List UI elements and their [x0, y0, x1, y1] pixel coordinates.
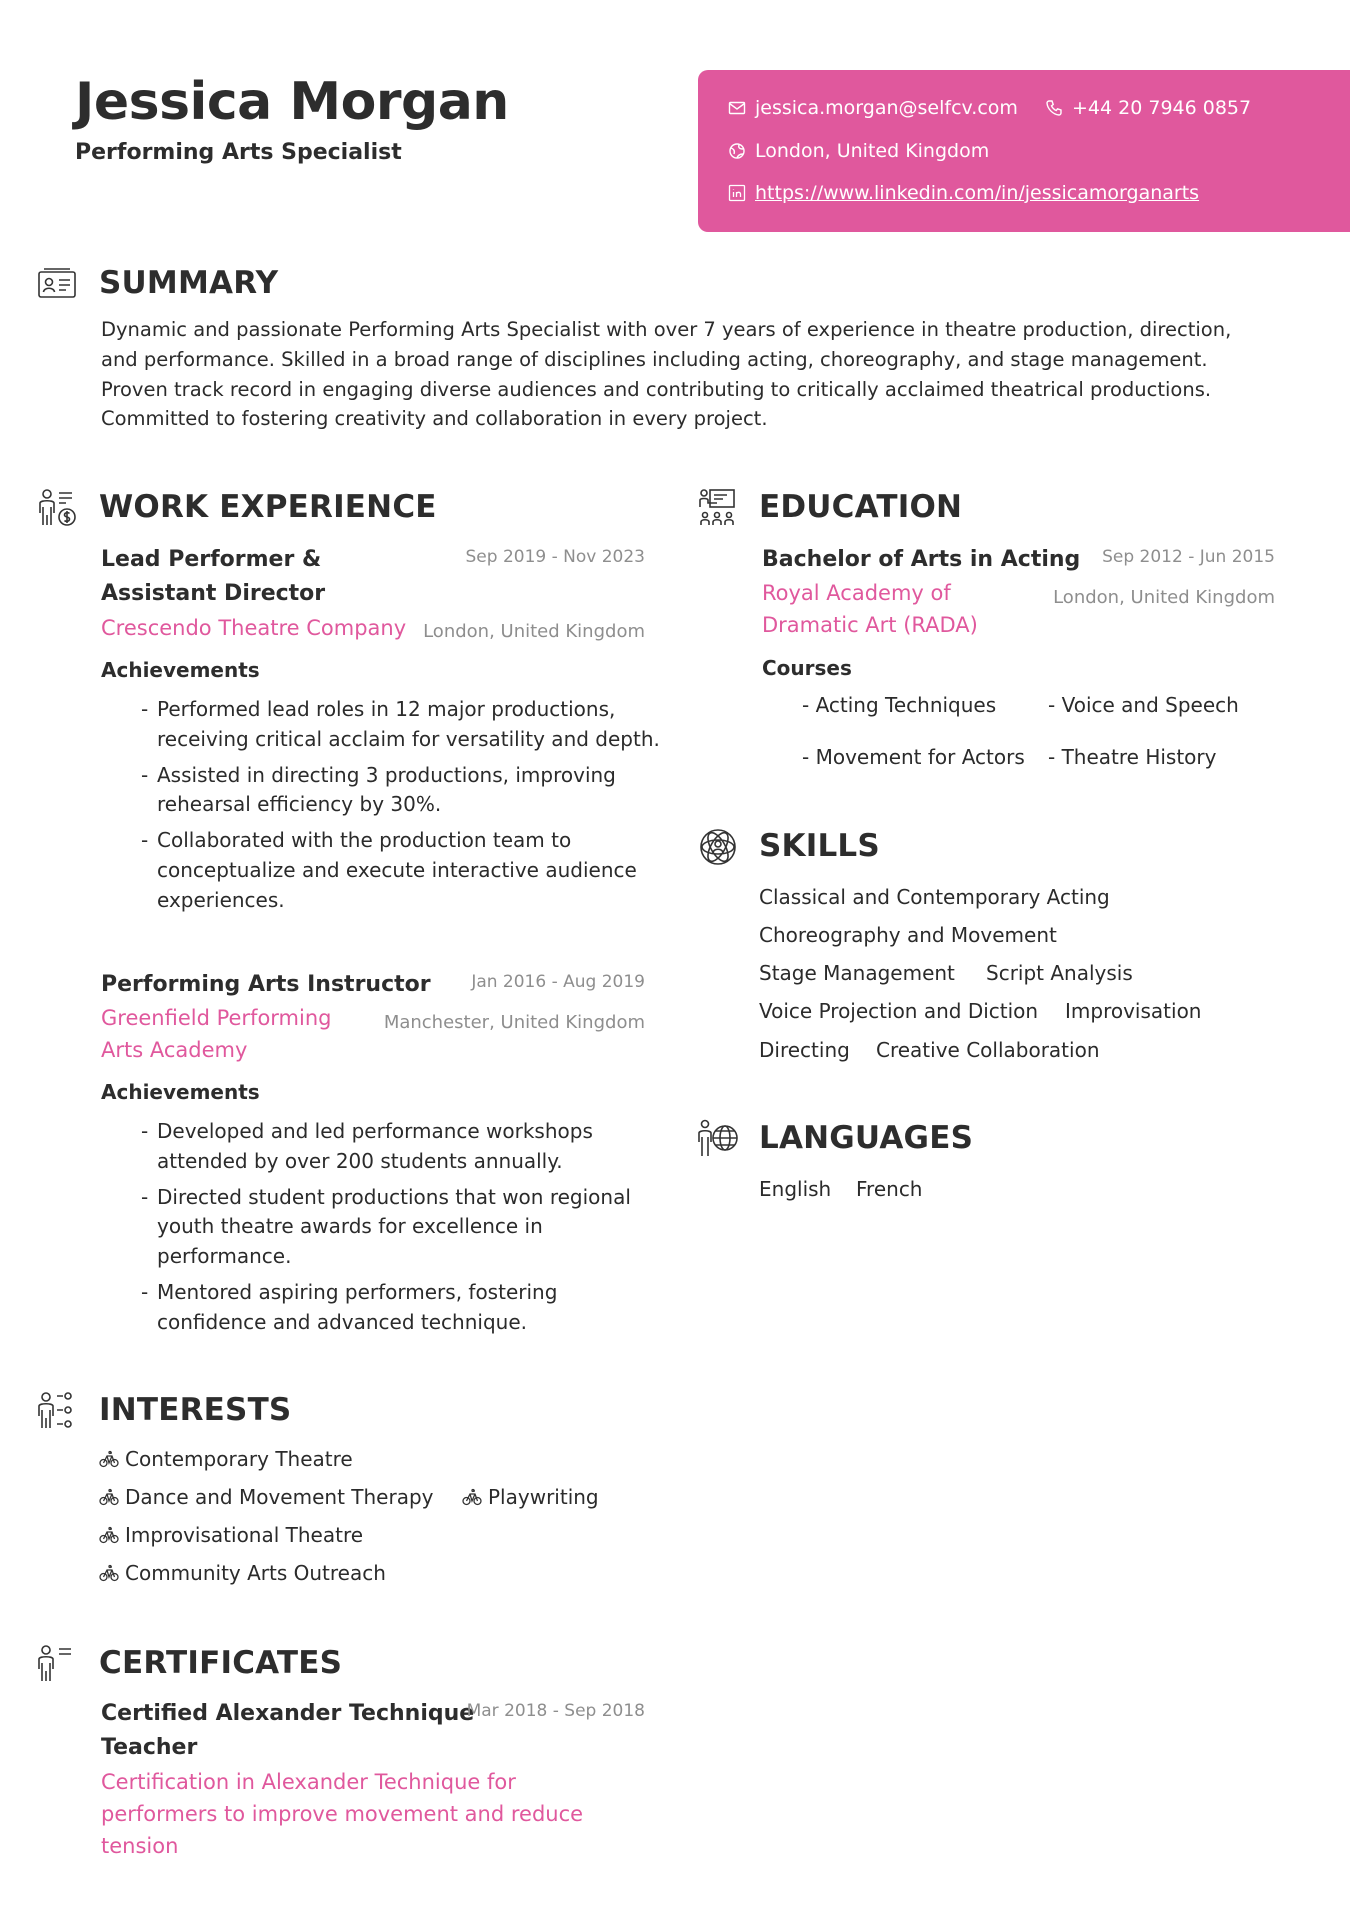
- courses-label: Courses: [762, 656, 852, 680]
- work-person-money-icon: [36, 487, 78, 529]
- contact-email[interactable]: [728, 97, 1018, 119]
- envelope-icon: [728, 99, 746, 117]
- list-item: - Mentored aspiring performers, fostering confidence and advanced technique.: [141, 1278, 661, 1338]
- skill-item: Script Analysis: [986, 961, 1133, 985]
- course-item: - Acting Techniques: [802, 693, 997, 717]
- language-item: English: [759, 1177, 832, 1201]
- job-dates: Sep 2019 - Nov 2023: [465, 547, 645, 567]
- atom-skills-icon: [697, 826, 739, 868]
- school-name: Royal Academy of Dramatic Art (RADA): [762, 581, 978, 637]
- certificate-description: Certification in Alexander Technique for performers to improve movement and reduce tension: [101, 1770, 584, 1858]
- contact-email-text: jessica.morgan@selfcv.com: [755, 97, 1018, 119]
- achievement-list: [141, 695, 661, 922]
- contact-linkedin[interactable]: [728, 182, 1199, 204]
- language-item: French: [856, 1177, 923, 1201]
- id-card-icon: [36, 263, 78, 305]
- contact-location-text: London, United Kingdom: [755, 140, 990, 162]
- school-location: London, United Kingdom: [1053, 587, 1275, 608]
- interest-item: Community Arts Outreach: [99, 1561, 386, 1585]
- bicycle-icon: [99, 1450, 119, 1468]
- person-globe-icon: [697, 1118, 739, 1160]
- job-location: Manchester, United Kingdom: [383, 1012, 645, 1033]
- achievements-label: Achievements: [101, 1080, 260, 1104]
- work-heading: WORK EXPERIENCE: [99, 489, 437, 525]
- achievements-label: Achievements: [101, 658, 260, 682]
- job-company: Greenfield Performing Arts Academy: [101, 1006, 332, 1062]
- job-dates: Jan 2016 - Aug 2019: [471, 972, 645, 992]
- job-company: Crescendo Theatre Company: [101, 616, 407, 640]
- interest-item: Playwriting: [462, 1485, 599, 1509]
- globe-icon: [728, 142, 746, 160]
- job-title: Performing Arts Instructor: [101, 972, 431, 997]
- linkedin-link[interactable]: https://www.linkedin.com/in/jessicamorganarts: [755, 182, 1200, 204]
- course-item: - Theatre History: [1048, 745, 1217, 769]
- candidate-name: Jessica Morgan: [75, 72, 509, 132]
- languages-heading: LANGUAGES: [759, 1120, 974, 1156]
- contact-phone[interactable]: [1045, 97, 1251, 119]
- contact-phone-text: +44 20 7946 0857: [1072, 97, 1252, 119]
- job-location: London, United Kingdom: [423, 621, 645, 642]
- job-title: Lead Performer & Assistant Director: [101, 547, 326, 606]
- certificate-dates: Mar 2018 - Sep 2018: [466, 1701, 645, 1721]
- achievement-list: [141, 1117, 661, 1344]
- bicycle-icon: [99, 1564, 119, 1582]
- skill-item: Directing: [759, 1038, 850, 1062]
- summary-text: Dynamic and passionate Performing Arts Specialist with over 7 years of experience in theatre production, direction, and performance. Skilled in a broad range of disciplines including acting, choreography, and stage management. Proven track record in engaging diverse audiences and contributing to critically acclaimed theatrical productions. Committed to fostering creativity and collaboration in every project.: [101, 318, 1232, 431]
- skill-item: Creative Collaboration: [876, 1038, 1100, 1062]
- person-certificate-icon: [36, 1643, 78, 1685]
- bicycle-icon: [99, 1488, 119, 1506]
- list-item: - Developed and led performance workshops attended by over 200 students annually.: [141, 1117, 661, 1177]
- skills-heading: SKILLS: [759, 828, 880, 864]
- education-dates: Sep 2012 - Jun 2015: [1102, 547, 1275, 567]
- list-item: - Collaborated with the production team to conceptualize and execute interactive audience experiences.: [141, 826, 661, 915]
- degree-title: Bachelor of Arts in Acting: [762, 547, 1081, 572]
- interest-item: Improvisational Theatre: [99, 1523, 363, 1547]
- interest-item: Contemporary Theatre: [99, 1447, 353, 1471]
- contact-panel: [698, 70, 1350, 232]
- education-heading: EDUCATION: [759, 489, 963, 525]
- interests-heading: INTERESTS: [99, 1392, 292, 1428]
- bicycle-icon: [462, 1488, 482, 1506]
- presentation-board-icon: [697, 487, 739, 529]
- candidate-title: Performing Arts Specialist: [75, 140, 402, 165]
- list-item: - Assisted in directing 3 productions, improving rehearsal efficiency by 30%.: [141, 761, 661, 821]
- skill-item: Improvisation: [1065, 999, 1202, 1023]
- course-item: - Voice and Speech: [1048, 693, 1239, 717]
- linkedin-icon: [728, 184, 746, 202]
- certificate-title: Certified Alexander Technique Teacher: [101, 1701, 475, 1760]
- skill-item: Choreography and Movement: [759, 923, 1057, 947]
- person-interests-icon: [36, 1390, 78, 1432]
- skill-item: Classical and Contemporary Acting: [759, 885, 1110, 909]
- bicycle-icon: [99, 1526, 119, 1544]
- skill-item: Voice Projection and Diction: [759, 999, 1039, 1023]
- summary-heading: SUMMARY: [99, 265, 279, 301]
- skill-item: Stage Management: [759, 961, 955, 985]
- course-item: - Movement for Actors: [802, 745, 1025, 769]
- list-item: - Performed lead roles in 12 major productions, receiving critical acclaim for versatility and depth.: [141, 695, 661, 755]
- list-item: - Directed student productions that won regional youth theatre awards for excellence in performance.: [141, 1183, 661, 1272]
- certificates-heading: CERTIFICATES: [99, 1645, 343, 1681]
- contact-location: [728, 140, 989, 162]
- phone-icon: [1045, 99, 1063, 117]
- interest-item: Dance and Movement Therapy: [99, 1485, 433, 1509]
